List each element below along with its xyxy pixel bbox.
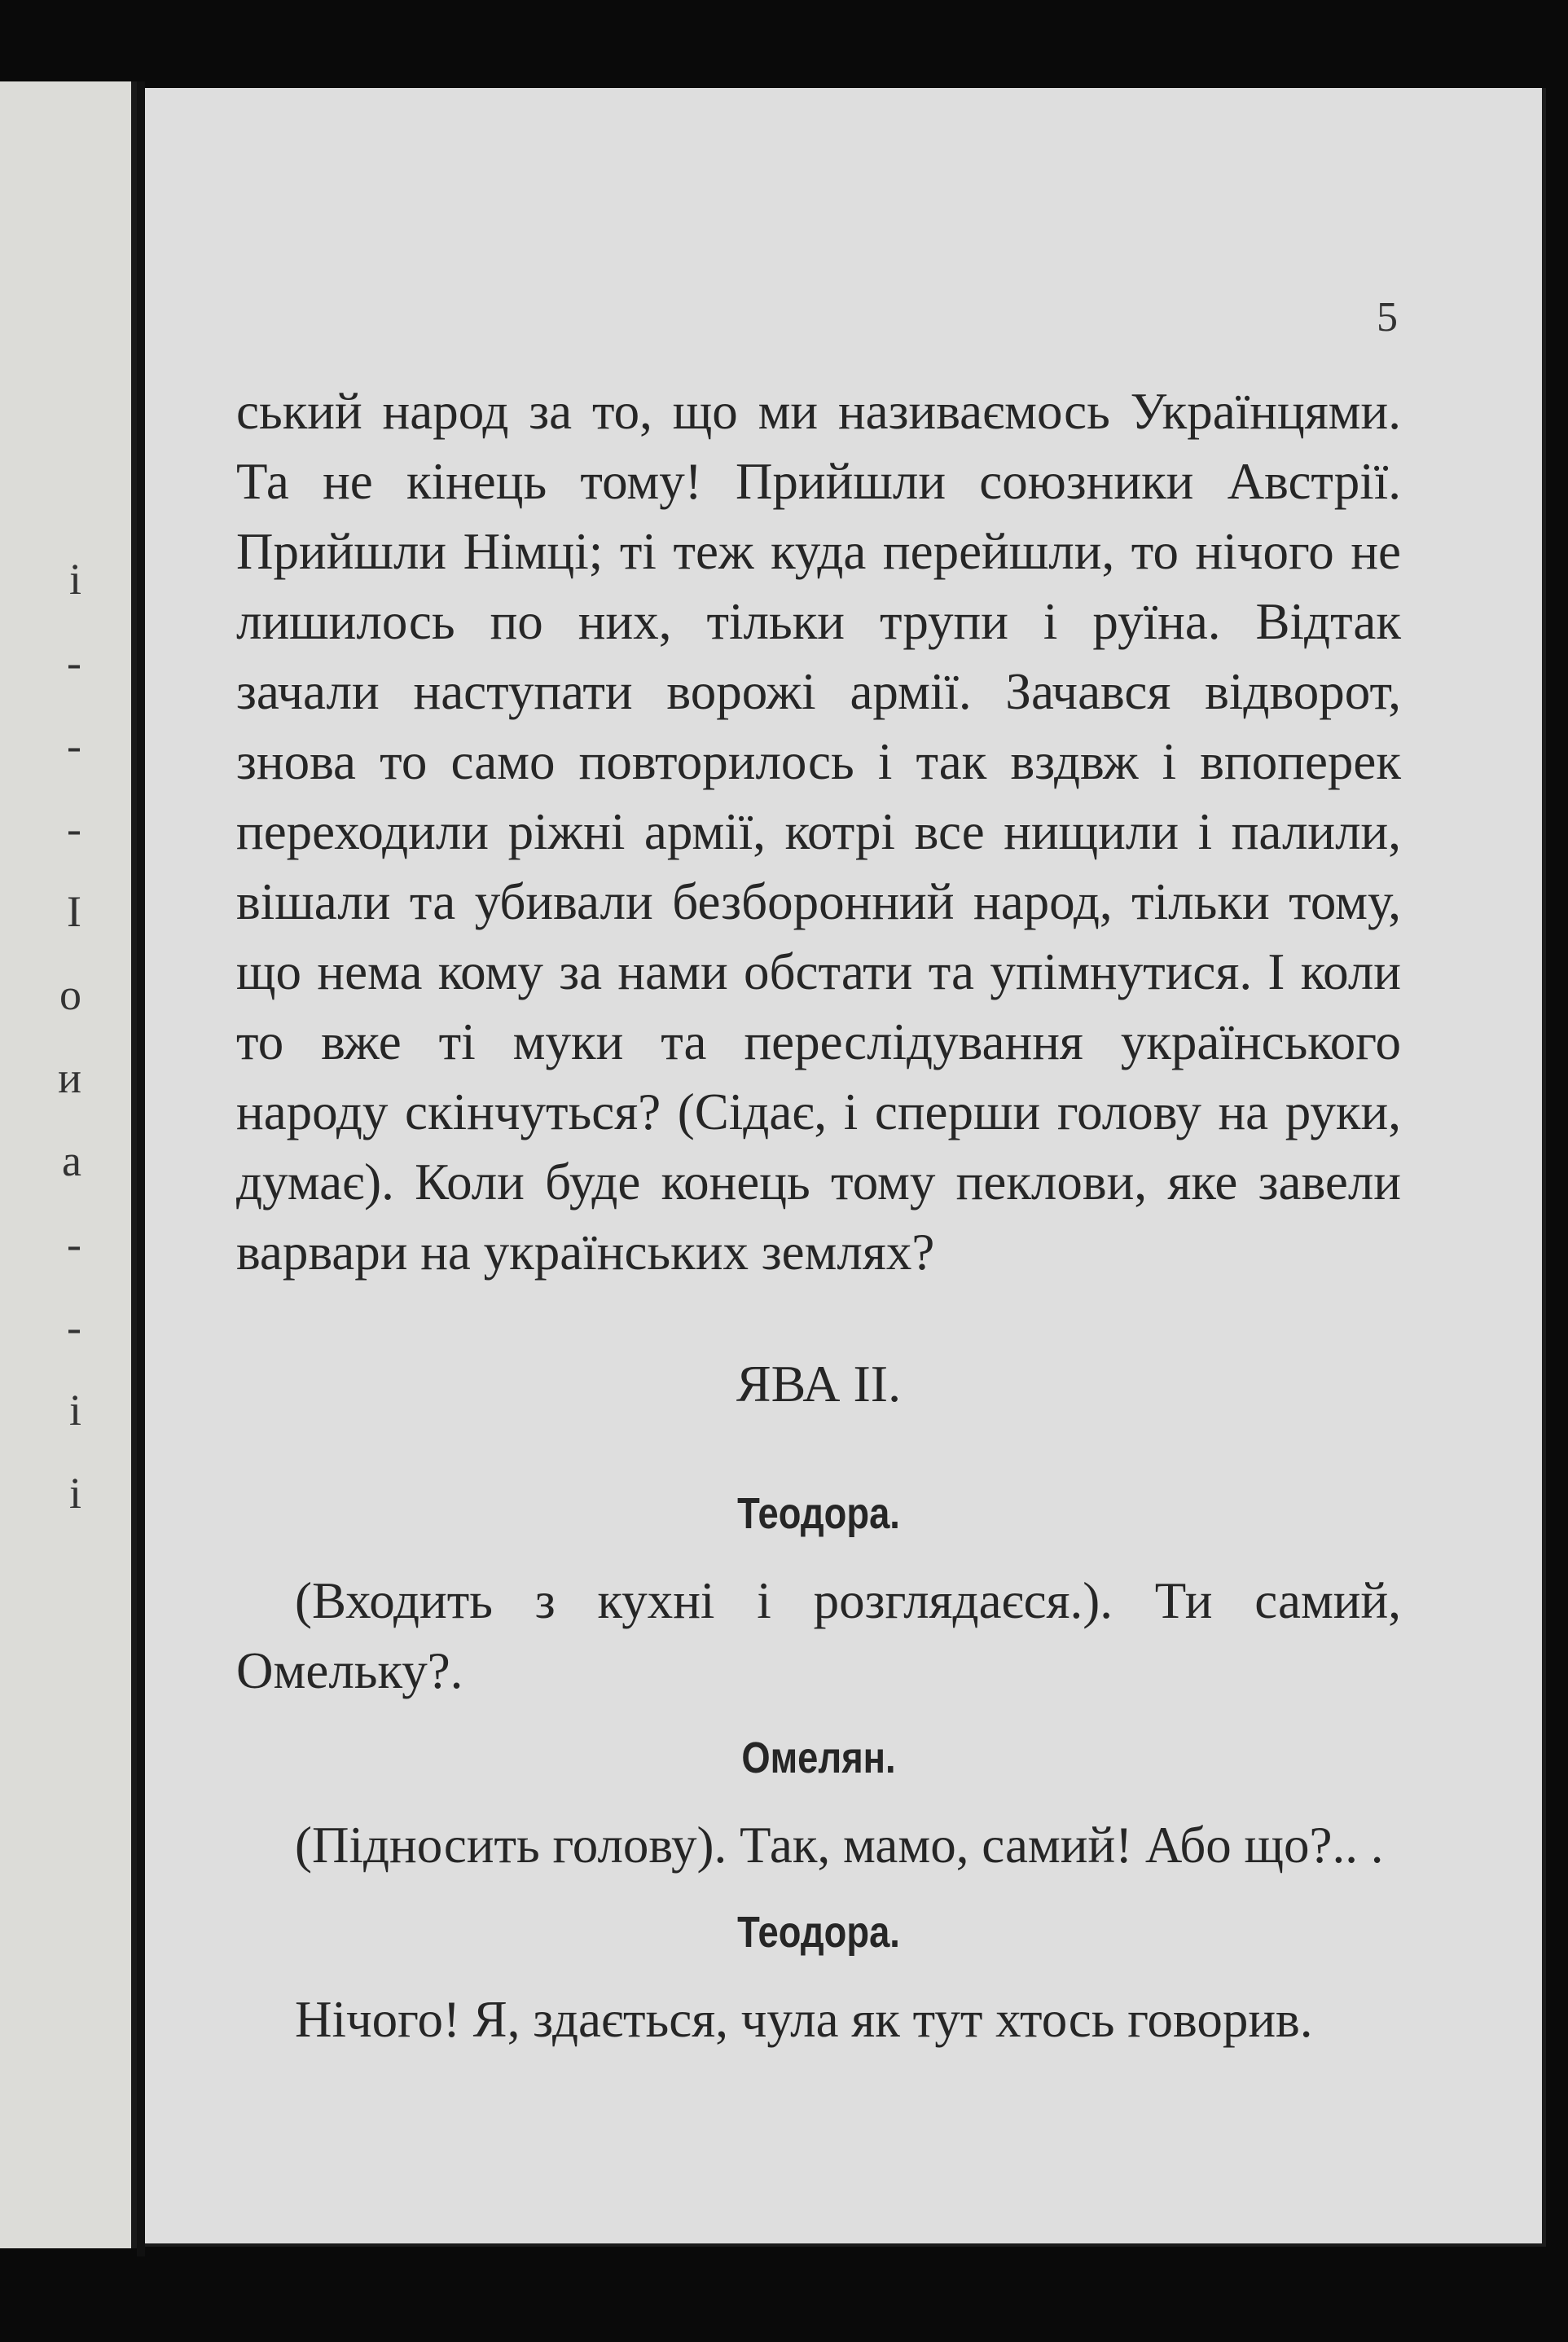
binding-gutter xyxy=(131,81,137,2248)
left-fragment: а xyxy=(62,1136,81,1185)
left-fragment: - xyxy=(67,638,81,687)
speaker-name: Теодора. xyxy=(737,1489,900,1538)
left-fragment: и xyxy=(58,1053,81,1102)
dialogue-line: (Підносить голову). Так, мамо, самий! Або що?.. . xyxy=(295,1817,1384,1874)
scene-heading: ЯВА II. xyxy=(736,1355,902,1413)
left-page-text-fragments xyxy=(0,538,81,1535)
left-fragment: - xyxy=(67,1303,81,1351)
left-fragment: І xyxy=(67,887,81,936)
left-fragment: о xyxy=(59,970,81,1019)
left-fragment: - xyxy=(67,1219,81,1268)
left-page-edge xyxy=(0,81,137,2248)
dialogue-line: Нічого! Я, здається, чула як тут хтось говорив. xyxy=(295,1991,1313,2048)
speaker-name: Омелян. xyxy=(741,1733,896,1782)
page-shadow-divider xyxy=(137,81,145,2256)
page-number: 5 xyxy=(1377,294,1398,341)
left-fragment: - xyxy=(67,804,81,853)
left-fragment: - xyxy=(67,721,81,770)
left-fragment: і xyxy=(68,1386,81,1435)
page-body xyxy=(236,376,1401,2054)
speaker-name: Теодора. xyxy=(737,1908,900,1957)
left-fragment: і xyxy=(68,1469,81,1518)
opening-paragraph: ський народ за то, що ми називаємось Українцями. Та не кінець тому! Прийшли союзники Австрії. Прийшли Німці; ті теж куда перейшли, то нічого не лишилось по них, тільки трупи і руїна. Відтак зачали наступати ворожі армії. Зачався відворот, знова то само повторилось і так вздвж і впоперек переходили ріжні армії, котрі все нищили і палили, вішали та убивали безборонний народ, тільки тому, що нема кому за нами обстати та упімнутися. І коли то вже ті муки та переслідування українського народу скінчуться? (Сідає, і сперши голову на руки, думає). Коли буде конець тому пеклови, яке завели варвари на українських землях? xyxy=(236,383,1401,1281)
left-fragment: і xyxy=(68,555,81,604)
dialogue-line: (Входить з кухні і розглядаєся.). Ти самий, Омельку?. xyxy=(236,1572,1401,1699)
